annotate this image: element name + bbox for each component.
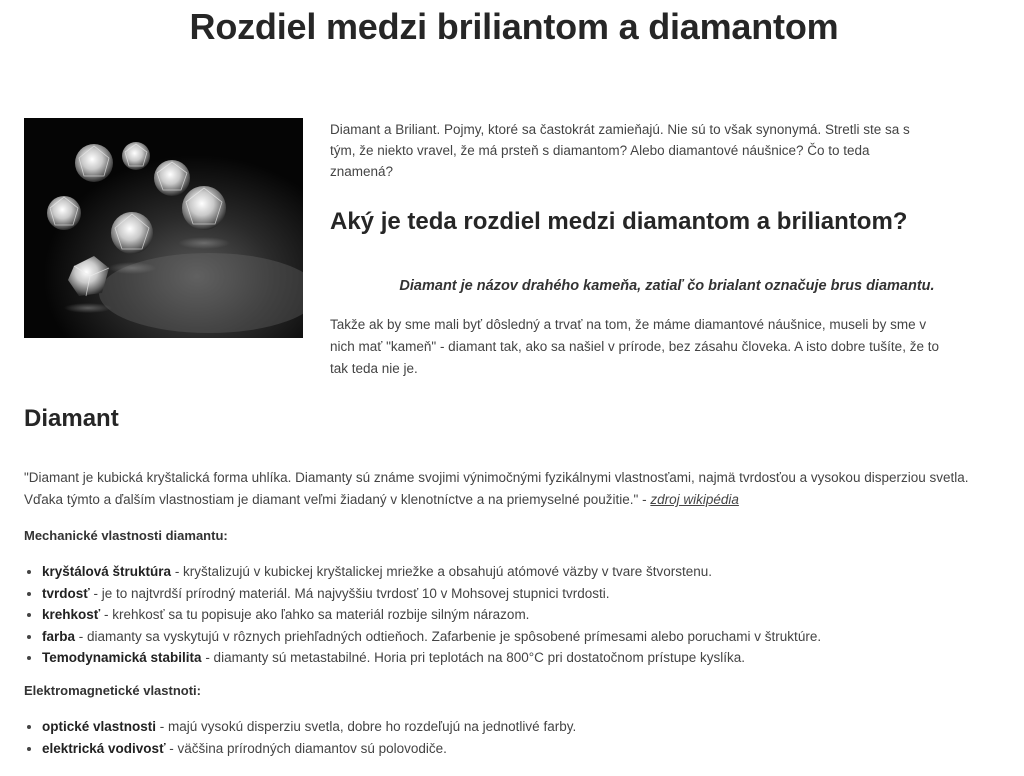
definition-text: "Diamant je kubická kryštalická forma uhlíka. Diamanty sú známe svojimi výnimočnými fyzikálnymi vlastnosťami, najmä tvrdosťou a vysokou disperziou svetla. Vďaka týmto a ďalším vlastnostiam je diamant veľmi žiadaný v klenotníctve a na priemyselné použitie." - xyxy=(24,470,969,507)
wikipedia-source-link[interactable]: zdroj wikipédia xyxy=(650,492,739,507)
electromagnetic-properties-title: Elektromagnetické vlastnoti: xyxy=(24,683,201,698)
diamant-heading: Diamant xyxy=(24,405,119,432)
intro-paragraph: Diamant a Briliant. Pojmy, ktoré sa častokrát zamieňajú. Nie sú to však synonymá. Stretli ste sa s tým, že niekto vravel, že má prsteň s diamantom? Alebo diamantové náušnice? Čo to teda znamená? xyxy=(330,122,910,179)
property-term: elektrická vodivosť xyxy=(42,740,166,756)
electromagnetic-properties-list xyxy=(24,716,1022,759)
property-term: optické vlastnosti xyxy=(42,719,157,734)
property-term: kryštálová štruktúra xyxy=(42,564,172,579)
list-item xyxy=(42,716,1022,738)
property-desc: - kryštalizujú v kubickej kryštalickej mriežke a obsahujú atómové väzby v tvare štvorstenu. xyxy=(171,564,713,579)
list-item xyxy=(42,561,1022,583)
list-item xyxy=(42,604,1022,626)
property-term: Temodynamická stabilita xyxy=(42,650,202,665)
property-desc: - diamanty sa vyskytujú v rôznych priehľadných odtieňoch. Zafarbenie je spôsobené prímesami alebo poruchami v štruktúre. xyxy=(75,628,822,644)
property-term: krehkosť xyxy=(42,607,101,622)
difference-explanation: Takže ak by sme mali byť dôsledný a trvať na tom, že máme diamantové náušnice, museli by sme v nich mať "kameň" - diamant tak, ako sa našiel v prírode, bez zásahu človeka. A isto dobre tušíte, že to tak teda nie je. xyxy=(330,317,939,376)
list-item xyxy=(42,583,1022,605)
property-term: farba xyxy=(42,628,76,644)
diamant-definition xyxy=(24,467,1009,511)
property-desc: - je to najtvrdší prírodný materiál. Má najvyššiu tvrdosť 10 v Mohsovej stupnici tvrdosti. xyxy=(89,585,610,601)
property-desc: - krehkosť sa tu popisuje ako ľahko sa materiál rozbije silným nárazom. xyxy=(100,607,530,622)
mechanical-properties-title: Mechanické vlastnosti diamantu: xyxy=(24,528,228,543)
difference-heading: Aký je teda rozdiel medzi diamantom a briliantom? xyxy=(330,208,908,235)
property-term: tvrdosť xyxy=(42,585,90,601)
mechanical-properties-list xyxy=(24,561,1022,669)
diamond-photo xyxy=(24,118,303,338)
list-item xyxy=(42,626,1022,648)
page-title: Rozdiel medzi briliantom a diamantom xyxy=(189,6,839,47)
property-desc: - väčšina prírodných diamantov sú polovodiče. xyxy=(165,740,447,756)
list-item xyxy=(42,738,1022,760)
difference-quote: Diamant je názov drahého kameňa, zatiaľ čo brialant označuje brus diamantu. xyxy=(399,278,935,294)
list-item xyxy=(42,647,1022,669)
property-desc: - majú vysokú disperziu svetla, dobre ho rozdeľujú na jednotlivé farby. xyxy=(156,719,577,734)
property-desc: - diamanty sú metastabilné. Horia pri teplotách na 800°C pri dostatočnom prístupe kyslíka. xyxy=(201,650,745,665)
